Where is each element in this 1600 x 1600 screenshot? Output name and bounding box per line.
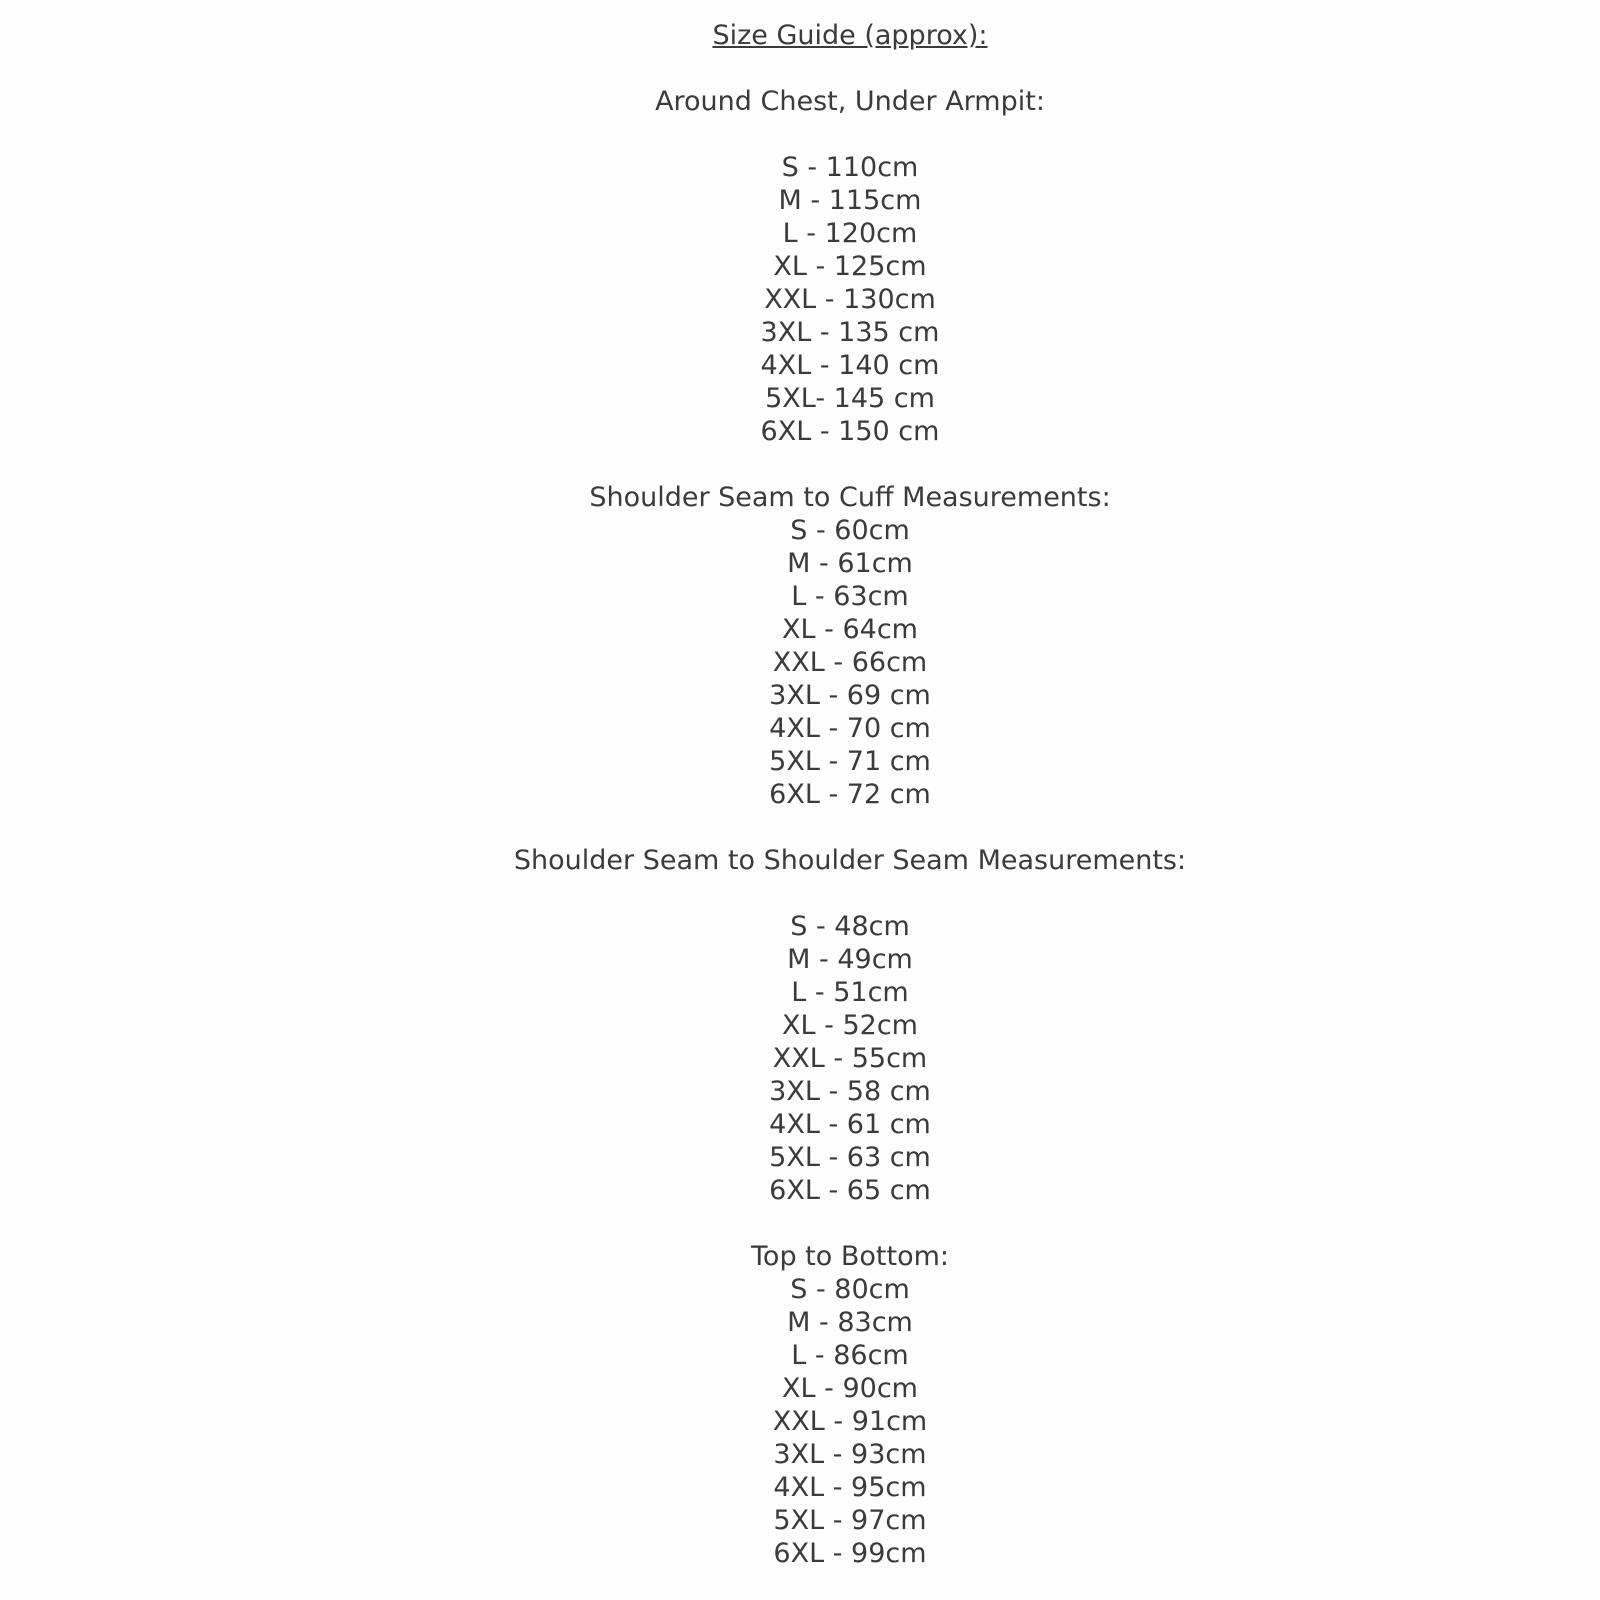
- section-heading: Around Chest, Under Armpit:: [655, 86, 1045, 117]
- size-measurement-item: L - 51cm: [791, 977, 909, 1008]
- size-section: [100, 1240, 1600, 1570]
- size-measurement-item: 6XL - 99cm: [773, 1538, 927, 1569]
- size-measurement-item: XL - 64cm: [782, 614, 918, 645]
- size-measurement-item: 4XL - 140 cm: [760, 350, 940, 381]
- size-measurement-item: 6XL - 72 cm: [769, 779, 931, 810]
- size-section: [100, 481, 1600, 811]
- size-section: [100, 844, 1600, 1207]
- size-measurement-item: S - 110cm: [781, 152, 919, 183]
- size-measurement-item: M - 115cm: [778, 185, 922, 216]
- size-measurement-item: 6XL - 150 cm: [760, 416, 940, 447]
- size-guide-document: [100, 0, 1600, 1570]
- section-heading: Shoulder Seam to Cuff Measurements:: [589, 482, 1111, 513]
- size-measurement-item: S - 60cm: [790, 515, 910, 546]
- size-measurement-item: L - 86cm: [791, 1340, 909, 1371]
- size-section: [100, 85, 1600, 448]
- size-measurement-item: M - 61cm: [787, 548, 913, 579]
- size-measurement-item: XL - 90cm: [782, 1373, 918, 1404]
- size-measurement-item: M - 83cm: [787, 1307, 913, 1338]
- size-measurement-item: XXL - 66cm: [772, 647, 928, 678]
- size-measurement-item: M - 49cm: [787, 944, 913, 975]
- size-list: [100, 514, 1600, 811]
- size-list: [100, 910, 1600, 1207]
- size-sections-container: [100, 85, 1600, 1570]
- size-measurement-item: 3XL - 135 cm: [760, 317, 940, 348]
- size-measurement-item: 4XL - 61 cm: [769, 1109, 931, 1140]
- size-measurement-item: XL - 52cm: [782, 1010, 918, 1041]
- size-measurement-item: S - 48cm: [790, 911, 910, 942]
- size-measurement-item: 5XL - 71 cm: [769, 746, 931, 777]
- size-measurement-item: L - 120cm: [782, 218, 918, 249]
- size-measurement-item: 5XL - 63 cm: [769, 1142, 931, 1173]
- size-list: [100, 151, 1600, 448]
- size-measurement-item: 5XL - 97cm: [773, 1505, 927, 1536]
- size-measurement-item: 4XL - 70 cm: [769, 713, 931, 744]
- size-measurement-item: XXL - 55cm: [772, 1043, 928, 1074]
- size-measurement-item: 6XL - 65 cm: [769, 1175, 931, 1206]
- size-measurement-item: XL - 125cm: [773, 251, 927, 282]
- size-measurement-item: 4XL - 95cm: [773, 1472, 927, 1503]
- size-measurement-item: L - 63cm: [791, 581, 909, 612]
- size-measurement-item: S - 80cm: [790, 1274, 910, 1305]
- section-heading: Shoulder Seam to Shoulder Seam Measurements:: [513, 845, 1187, 876]
- size-measurement-item: 3XL - 69 cm: [769, 680, 931, 711]
- size-measurement-item: XXL - 91cm: [772, 1406, 928, 1437]
- section-heading: Top to Bottom:: [751, 1241, 949, 1272]
- size-measurement-item: XXL - 130cm: [764, 284, 936, 315]
- size-list: [100, 1273, 1600, 1570]
- size-measurement-item: 3XL - 93cm: [773, 1439, 927, 1470]
- size-measurement-item: 5XL- 145 cm: [765, 383, 935, 414]
- size-measurement-item: 3XL - 58 cm: [769, 1076, 931, 1107]
- page-title: Size Guide (approx):: [712, 20, 988, 51]
